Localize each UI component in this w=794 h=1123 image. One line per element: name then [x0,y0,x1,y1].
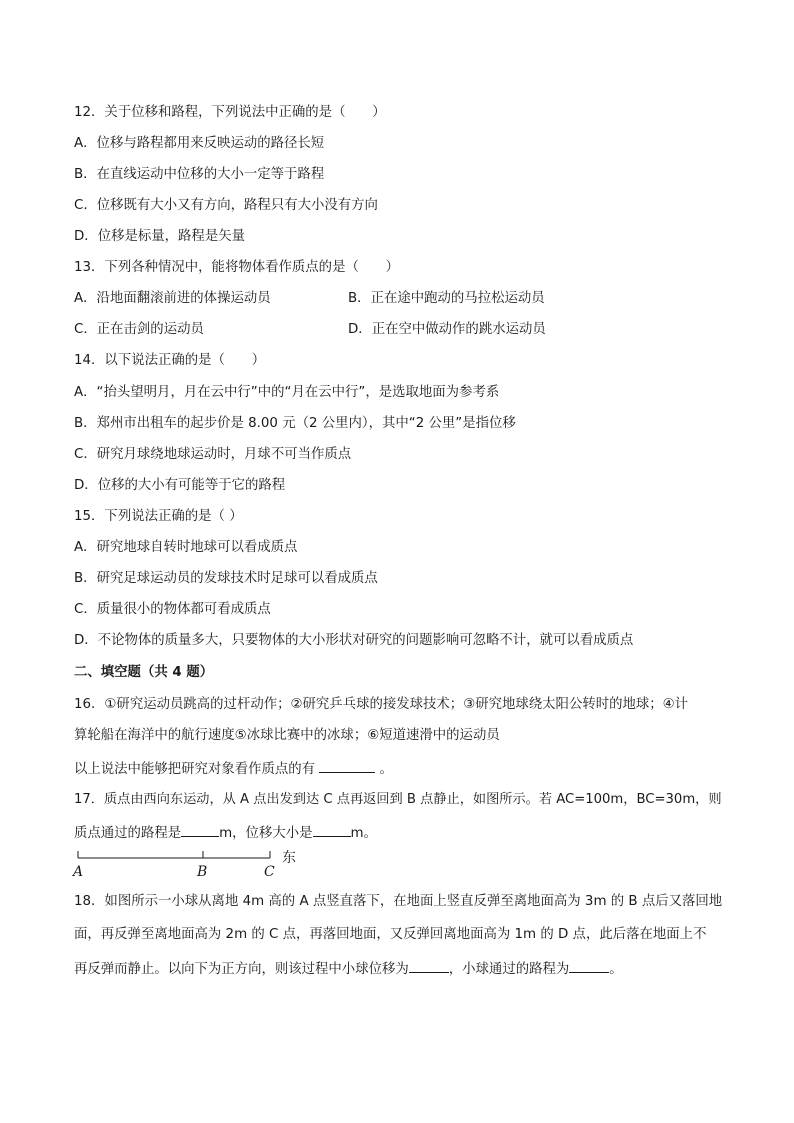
q13-option-b: B．正在途中跑动的马拉松运动员 [348,291,545,306]
q17-displacement-text: m，位移大小是 [219,826,313,841]
diagram-label-c: C [264,864,275,880]
q15-option-b: B．研究足球运动员的发球技术时足球可以看成质点 [74,571,378,586]
q16-answer-blank[interactable] [319,758,375,773]
q18-displacement-text: 再反弹而静止。以向下为正方向，则该过程中小球位移为 [74,962,409,977]
q13-stem: 13．下列各种情况中，能将物体看作质点的是（ ） [74,260,400,275]
q13-option-d: D．正在空中做动作的跳水运动员 [348,322,546,337]
q17-path-blank[interactable] [181,822,219,837]
q16-line-1: 16．①研究运动员跳高的过杆动作；②研究乒乓球的接发球技术；③研究地球绕太阳公转时的地球；④计 [74,697,689,712]
q14-option-a: A．“抬头望明月，月在云中行”中的“月在云中行”，是选取地面为参考系 [74,385,500,400]
q12-option-c: C．位移既有大小又有方向，路程只有大小没有方向 [74,198,378,213]
q18-path-blank[interactable] [569,958,609,973]
q16-line-3-end: 。 [375,762,393,777]
q14-option-c: C．研究月球绕地球运动时，月球不可当作质点 [74,447,352,462]
q14-option-d: D．位移的大小有可能等于它的路程 [74,478,286,493]
q18-displacement-blank[interactable] [409,958,449,973]
q15-stem: 15．下列说法正确的是（ ） [74,509,243,524]
q17-unit-end: m。 [350,826,377,841]
q18-line-3 [74,958,623,979]
q18-line-2: 面，再反弹至离地面高为 2m 的 C 点，再落回地面，又反弹回离地面高为 1m 的 D 点，此后落在地面上不 [74,927,707,942]
q16-line-3-text: 以上说法中能够把研究对象看作质点的有 [74,762,320,777]
q12-option-d: D．位移是标量，路程是矢量 [74,229,245,244]
q12-stem: 12．关于位移和路程，下列说法中正确的是（ ） [74,105,386,120]
q18-line-1: 18．如图所示一小球从离地 4m 高的 A 点竖直落下，在地面上竖直反弹至离地面高为 3m 的 B 点后又落回地 [74,894,723,909]
q13-option-c: C．正在击剑的运动员 [74,322,204,337]
diagram-label-b: B [197,864,208,880]
q16-line-3 [74,758,393,779]
diagram-label-east: 东 [282,850,296,866]
q16-line-2: 算轮船在海洋中的航行速度⑤冰球比赛中的冰球；⑥短道速滑中的运动员 [74,728,500,743]
diagram-label-a: A [73,864,84,880]
q17-line-1: 17．质点由西向东运动，从 A 点出发到达 C 点再返回到 B 点静止，如图所示。若 AC=100m，BC=30m，则 [74,792,722,807]
q17-line-2 [74,822,377,843]
q18-end: 。 [609,962,623,977]
q17-displacement-blank[interactable] [313,822,351,837]
q15-option-c: C．质量很小的物体都可看成质点 [74,602,271,617]
q15-option-a: A．研究地球自转时地球可以看成质点 [74,540,298,555]
q17-path-text: 质点通过的路程是 [74,826,182,841]
q14-stem: 14．以下说法正确的是（ ） [74,353,266,368]
q15-option-d: D．不论物体的质量多大，只要物体的大小形状对研究的问题影响可忽略不计，就可以看成质点 [74,633,634,648]
q17-line-diagram [70,846,310,880]
q12-option-b: B．在直线运动中位移的大小一定等于路程 [74,167,325,182]
q18-path-text: ，小球通过的路程为 [448,962,570,977]
section-heading-fill-in: 二、填空题（共 4 题） [74,665,214,680]
q12-option-a: A．位移与路程都用来反映运动的路径长短 [74,136,325,151]
q13-option-a: A．沿地面翻滚前进的体操运动员 [74,291,271,306]
q14-option-b: B．郑州市出租车的起步价是 8.00 元（2 公里内），其中“2 公里”是指位移 [74,416,516,431]
